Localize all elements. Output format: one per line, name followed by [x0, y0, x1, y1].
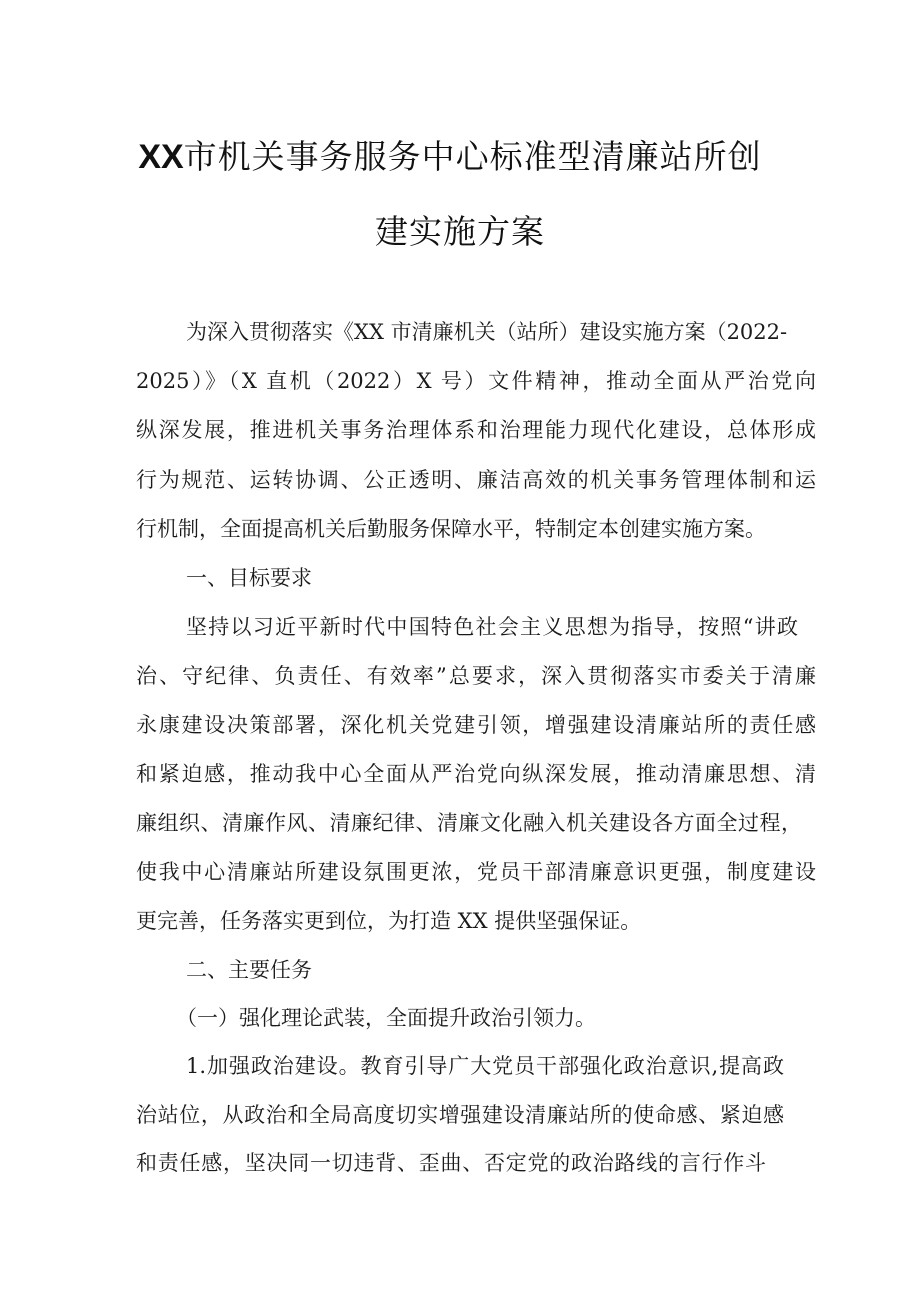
paragraph-line: 行机制，全面提高机关后勤服务保障水平，特制定本创建实施方案。 [136, 517, 766, 541]
paragraph-line: 和紧迫感，推动我中心全面从严治党向纵深发展，推动清廉思想、清 [136, 762, 816, 786]
subsection-heading: （一）强化理论武装，全面提升政治引领力。 [176, 1006, 596, 1030]
section-heading: 二、主要任务 [186, 958, 312, 982]
paragraph-line: 为深入贯彻落实《XX 市清廉机关（站所）建设实施方案（2022- [186, 320, 788, 344]
paragraph-line: 永康建设决策部署，深化机关党建引领，增强建设清廉站所的责任感 [136, 713, 816, 737]
paragraph-line: 更完善，任务落实更到位，为打造 XX 提供坚强保证。 [136, 909, 642, 933]
paragraph-line: 廉组织、清廉作风、清廉纪律、清廉文化融入机关建设各方面全过程， [136, 811, 802, 835]
document-title-line-1 [0, 131, 910, 178]
paragraph-line: 纵深发展，推进机关事务治理体系和治理能力现代化建设，总体形成 [136, 418, 816, 442]
paragraph-line: 行为规范、运转协调、公正透明、廉洁高效的机关事务管理体制和运 [136, 468, 816, 492]
paragraph-line: 坚持以习近平新时代中国特色社会主义思想为指导，按照“讲政 [186, 615, 798, 639]
paragraph-line: 2025）》（X 直机（2022）X 号）文件精神，推动全面从严治党向 [136, 369, 816, 393]
paragraph-line: 治站位，从政治和全局高度切实增强建设清廉站所的使命感、紧迫感 [136, 1103, 784, 1127]
document-title-line-2: 建实施方案 [375, 212, 545, 251]
title-text: 市机关事务服务中心标准型清廉站所创 [183, 137, 762, 176]
paragraph-line: 1.加强政治建设。教育引导广大党员干部强化政治意识,提高政 [186, 1054, 784, 1078]
title-prefix: XX [138, 138, 184, 176]
section-heading: 一、目标要求 [186, 566, 312, 590]
paragraph-line: 使我中心清廉站所建设氛围更浓，党员干部清廉意识更强，制度建设 [136, 860, 816, 884]
paragraph-line: 治、守纪律、负责任、有效率”总要求，深入贯彻落实市委关于清廉 [136, 664, 816, 688]
paragraph-line: 和责任感，坚决同一切违背、歪曲、否定党的政治路线的言行作斗 [136, 1151, 766, 1175]
